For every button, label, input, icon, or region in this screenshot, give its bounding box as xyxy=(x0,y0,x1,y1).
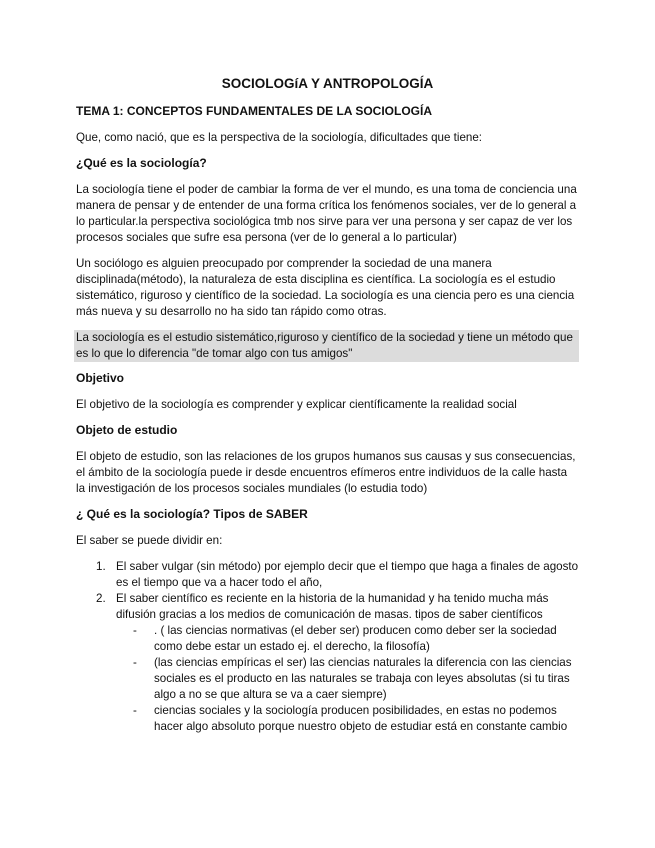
list-item xyxy=(76,559,579,591)
document-title: SOCIOLOGíA Y ANTROPOLOGÍA xyxy=(221,76,434,91)
objeto-paragraph: El objeto de estudio, son las relaciones de los grupos humanos sus causas y sus consecuencias, el ámbito de la sociología puede ir desde encuentros efímeros entre individuos de la calle hasta la investigación de los procesos sociales mundiales (lo estudia todo) xyxy=(76,450,576,495)
dash-mark: - xyxy=(133,624,137,637)
sublist-item-text: . ( las ciencias normativas (el deber ser) producen como deber ser la sociedad como debe estar un estado ej. el derecho, la filosofía) xyxy=(154,624,557,653)
saber-intro: El saber se puede dividir en: xyxy=(76,534,223,547)
dash-mark: - xyxy=(133,656,137,669)
list-item xyxy=(76,591,579,735)
list-number: 2. xyxy=(96,592,106,605)
sublist-item xyxy=(116,623,579,655)
objeto-heading: Objeto de estudio xyxy=(76,423,178,437)
saber-list xyxy=(76,559,579,735)
sublist-item-text: (las ciencias empíricas el ser) las ciencias naturales la diferencia con las ciencias sociales es el producto en las naturales se trabaja con leyes absolutas (si tu tiras algo a no se que altura se va a caer siempre) xyxy=(154,656,572,701)
list-item-text: El saber vulgar (sin método) por ejemplo decir que el tiempo que haga a finales de agosto es el tiempo que va a hacer todo el año, xyxy=(116,560,579,589)
list-item-text: El saber científico es reciente en la historia de la humanidad y ha tenido mucha más difusión gracias a los medios de comunicación de masas. tipos de saber científicos xyxy=(116,592,549,621)
tema-heading: TEMA 1: CONCEPTOS FUNDAMENTALES DE LA SOCIOLOGÍA xyxy=(76,104,433,118)
paragraph-1: La sociología tiene el poder de cambiar la forma de ver el mundo, es una toma de conciencia una manera de pensar y de entender de una forma crítica los fenómenos sociales, ver de lo general a lo particular.la perspectiva sociológica tmb nos sirve para ver una persona y ser capaz de ver los procesos sociales que sufre esa persona (ver de lo general a lo particular) xyxy=(76,183,577,244)
intro-paragraph: Que, como nació, que es la perspectiva de la sociología, dificultades que tiene: xyxy=(76,131,483,144)
objetivo-paragraph: El objetivo de la sociología es comprender y explicar científicamente la realidad social xyxy=(76,398,517,411)
paragraph-2: Un sociólogo es alguien preocupado por comprender la sociedad de una manera disciplinada(método), la naturaleza de esta disciplina es científica. La sociología es el estudio sistemático, riguroso y científico de la sociedad. La sociología es una ciencia pero es una ciencia más nueva y su desarrollo no ha sido tan rápido como otras. xyxy=(76,257,575,318)
question-heading-1: ¿Qué es la sociología? xyxy=(76,156,207,170)
objetivo-heading: Objetivo xyxy=(76,371,125,385)
dash-mark: - xyxy=(133,704,137,717)
question-heading-2: ¿ Qué es la sociología? Tipos de SABER xyxy=(76,507,308,521)
list-number: 1. xyxy=(96,560,106,573)
sublist-item xyxy=(116,655,579,703)
sublist-item-text: ciencias sociales y la sociología producen posibilidades, en estas no podemos hacer algo absoluto porque nuestro objeto de estudiar está en constante cambio xyxy=(154,704,568,733)
sublist xyxy=(116,623,579,735)
highlighted-paragraph: La sociología es el estudio sistemático,riguroso y científico de la sociedad y tiene un método que es lo que lo diferencia "de tomar algo con tus amigos" xyxy=(74,330,579,362)
sublist-item xyxy=(116,703,579,735)
